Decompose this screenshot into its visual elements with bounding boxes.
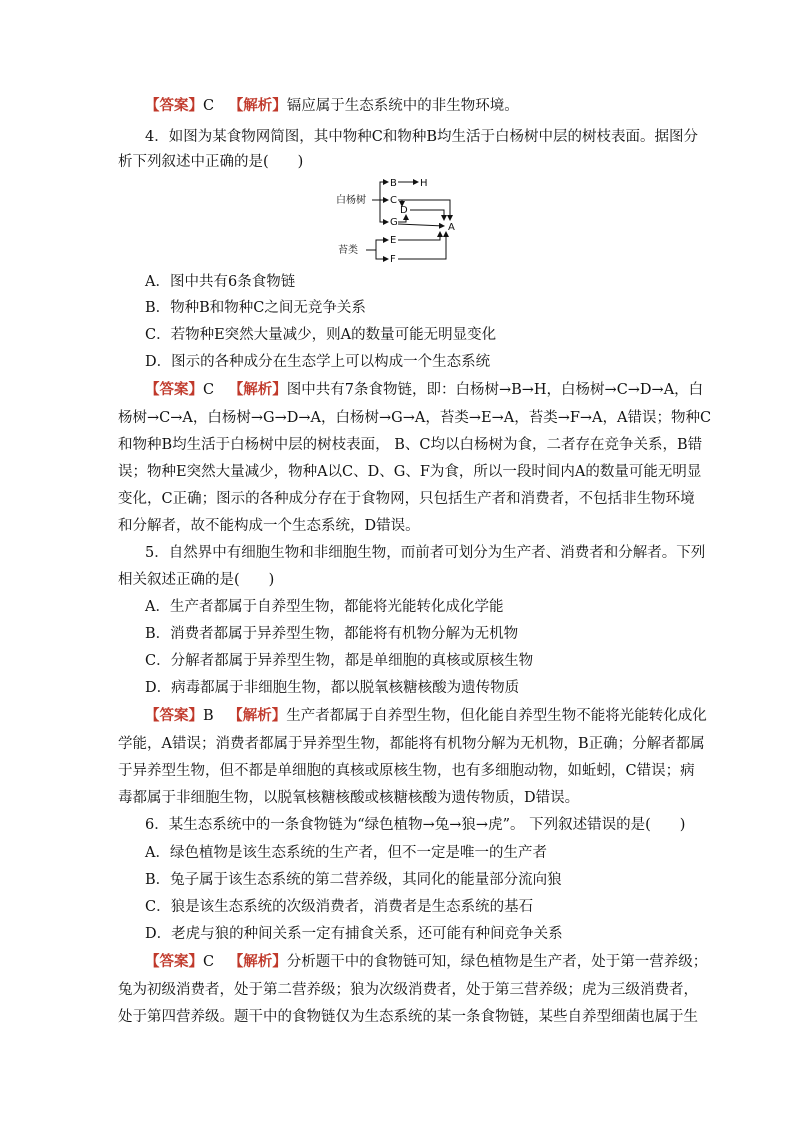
analysis-text: 镉应属于生态系统中的非生物环境。 — [286, 98, 519, 114]
q6-option-c: C．狼是该生态系统的次级消费者，消费者是生态系统的基石 — [145, 899, 534, 915]
node-G: G — [390, 217, 398, 228]
q6-option-b: B．兔子属于该生态系统的第二营养级，其同化的能量部分流向狼 — [145, 872, 562, 888]
q5-option-a: A．生产者都属于自养型生物，都能将光能转化成化学能 — [145, 599, 504, 615]
q5-option-d: D．病毒都属于非细胞生物，都以脱氧核糖核酸为遗传物质 — [145, 680, 520, 696]
answer-tag: 【答案】 — [145, 97, 203, 114]
q5-analysis-line-2: 学能，A错误；消费者都属于异养型生物，都能将有机物分解为无机物，B正确；分解者都属 — [118, 736, 705, 752]
q4-stem-line-2: 析下列叙述中正确的是( ) — [118, 154, 304, 170]
analysis-text: 分析题干中的食物链可知，绿色植物是生产者，处于第一营养级； — [286, 954, 708, 970]
q4-option-d: D．图示的各种成分在生态学上可以构成一个生态系统 — [145, 354, 491, 370]
q5-option-b: B．消费者都属于异养型生物，都能将有机物分解为无机物 — [145, 626, 519, 642]
q5-analysis-line-4: 毒都属于非细胞生物，以脱氧核糖核酸或核糖核酸为遗传物质，D错误。 — [118, 790, 580, 806]
q6-analysis-line-3: 处于第四营养级。题干中的食物链仅为生态系统的某一条食物链，某些自养型细菌也属于生 — [118, 1009, 698, 1025]
q6-analysis-line-2: 兔为初级消费者，处于第二营养级；狼为次级消费者，处于第三营养级；虎为三级消费者， — [118, 982, 698, 998]
q5-option-c: C．分解者都属于异养型生物，都是单细胞的真核或原核生物 — [145, 653, 534, 669]
node-H: H — [420, 178, 428, 189]
q4-analysis-line-3: 和物种B均生活于白杨树中层的树枝表面， B、C均以白杨树为食，二者存在竞争关系，B错 — [118, 437, 703, 453]
q4-option-c: C．若物种E突然大量减少，则A的数量可能无明显变化 — [145, 327, 497, 343]
q6-stem-line-1: 6．某生态系统中的一条食物链为“绿色植物→兔→狼→虎”。 下列叙述错误的是( ) — [145, 817, 686, 833]
node-F: F — [390, 254, 396, 265]
answer-tag: 【答案】 — [145, 381, 203, 398]
answer-value: C — [203, 954, 215, 970]
analysis-tag: 【解析】 — [228, 953, 287, 970]
node-C: C — [390, 195, 397, 206]
node-A: A — [448, 222, 455, 233]
q4-option-b: B．物种B和物种C之间无竞争关系 — [145, 300, 366, 316]
analysis-tag: 【解析】 — [228, 97, 287, 114]
node-B: B — [390, 178, 397, 189]
q4-analysis-line-6: 和分解者，故不能构成一个生态系统，D错误。 — [118, 518, 420, 534]
node-E: E — [390, 235, 397, 246]
q4-analysis-line-4: 误；物种E突然大量减少，物种A以C、D、G、F为食，所以一段时间内A的数量可能无明显 — [118, 464, 702, 480]
q4-option-a: A．图中共有6条食物链 — [145, 274, 296, 290]
answer-value: C — [203, 98, 215, 114]
node-baiyangshu: 白杨树 — [336, 195, 366, 206]
q6-answer-line — [145, 952, 707, 972]
answer-value: B — [203, 708, 214, 724]
node-taixian: 苔类 — [338, 245, 358, 256]
analysis-text: 生产者都属于自养型生物，但化能自养型生物不能将光能转化成化 — [286, 708, 707, 724]
q4-stem-line-1: 4．如图为某食物网简图，其中物种C和物种B均生活于白杨树中层的树枝表面。据图分 — [145, 129, 698, 145]
q4-answer-line — [145, 380, 703, 400]
q6-option-d: D．老虎与狼的种间关系一定有捕食关系，还可能有种间竞争关系 — [145, 926, 563, 942]
answer-tag: 【答案】 — [145, 953, 203, 970]
analysis-tag: 【解析】 — [228, 707, 287, 724]
food-web-diagram — [332, 170, 462, 270]
q5-stem-line-2: 相关叙述正确的是( ) — [118, 572, 275, 588]
q6-option-a: A．绿色植物是该生态系统的生产者，但不一定是唯一的生产者 — [145, 845, 547, 861]
q5-stem-line-1: 5．自然界中有细胞生物和非细胞生物，而前者可划分为生产者、消费者和分解者。下列 — [145, 545, 706, 561]
q4-analysis-line-5: 变化，C正确；图示的各种成分存在于食物网，只包括生产者和消费者，不包括非生物环境 — [118, 491, 695, 507]
node-D: D — [400, 205, 408, 216]
q5-answer-line — [145, 706, 707, 726]
q3-answer-line — [145, 96, 519, 116]
q5-analysis-line-3: 于异养型生物，但不都是单细胞的真核或原核生物，也有多细胞动物，如蚯蚓，C错误；病 — [118, 763, 695, 779]
answer-tag: 【答案】 — [145, 707, 203, 724]
answer-value: C — [203, 382, 215, 398]
analysis-tag: 【解析】 — [228, 381, 287, 398]
analysis-text: 图中共有7条食物链，即：白杨树→B→H，白杨树→C→D→A，白 — [286, 382, 704, 398]
q4-analysis-line-2: 杨树→C→A，白杨树→G→D→A，白杨树→G→A，苔类→E→A，苔类→F→A，A错误；物种C — [118, 410, 712, 426]
